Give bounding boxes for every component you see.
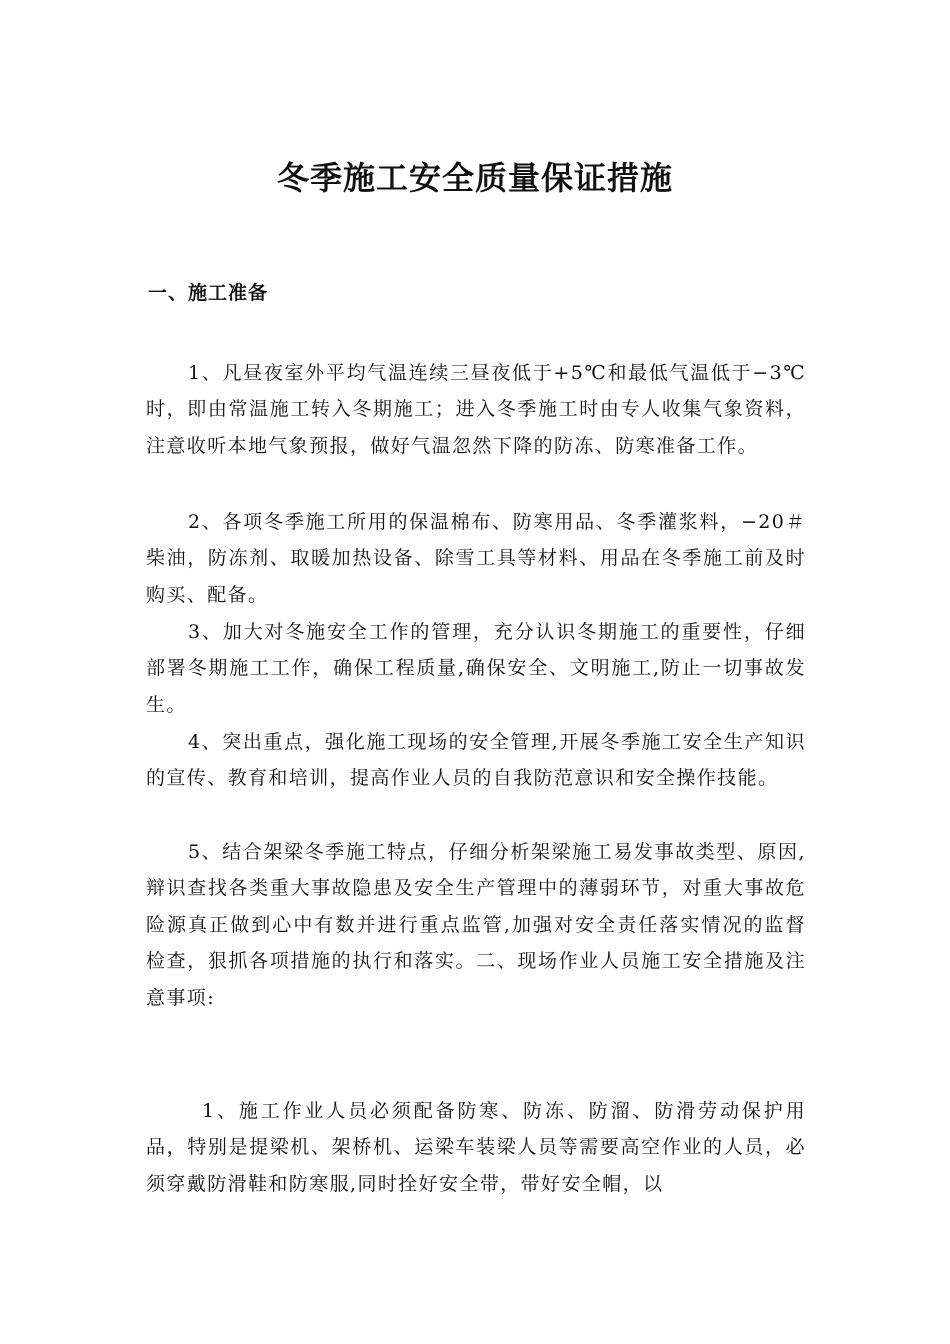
- section-heading-construction-preparation: 一、施工准备: [148, 282, 269, 304]
- document-title: 冬季施工安全质量保证措施: [276, 159, 673, 197]
- paragraph-3: 3、加大对冬施安全工作的管理，充分认识冬期施工的重要性，仔细部署冬期施工工作，确保工程质量,确保安全、文明施工,防止一切事故发生。: [146, 621, 806, 716]
- paragraph-2: 2、各项冬季施工所用的保温棉布、防寒用品、冬季灌浆料，−20＃柴油，防冻剂、取暖加热设备、除雪工具等材料、用品在冬季施工前及时购买、配备。: [146, 511, 806, 606]
- paragraph-1: 1、凡昼夜室外平均气温连续三昼夜低于+5℃和最低气温低于−3℃时，即由常温施工转入冬期施工；进入冬季施工时由专人收集气象资料，注意收听本地气象预报，做好气温忽然下降的防冻、防寒准备工作。: [146, 362, 806, 457]
- paragraph-6: 1、施工作业人员必须配备防寒、防冻、防溜、防滑劳动保护用品，特别是提梁机、架桥机、运梁车装梁人员等需要高空作业的人员，必须穿戴防滑鞋和防寒服,同时拴好安全带，带好安全帽，以: [146, 1100, 806, 1195]
- paragraph-5: 5、结合架梁冬季施工特点，仔细分析架梁施工易发事故类型、原因,辩识查找各类重大事故隐患及安全生产管理中的薄弱环节，对重大事故危险源真正做到心中有数并进行重点监管,加强对安全责任落实情况的监督检查，狠抓各项措施的执行和落实。二、现场作业人员施工安全措施及注意事项:: [146, 841, 806, 1009]
- paragraph-4: 4、突出重点，强化施工现场的安全管理,开展冬季施工安全生产知识的宣传、教育和培训，提高作业人员的自我防范意识和安全操作技能。: [146, 731, 806, 790]
